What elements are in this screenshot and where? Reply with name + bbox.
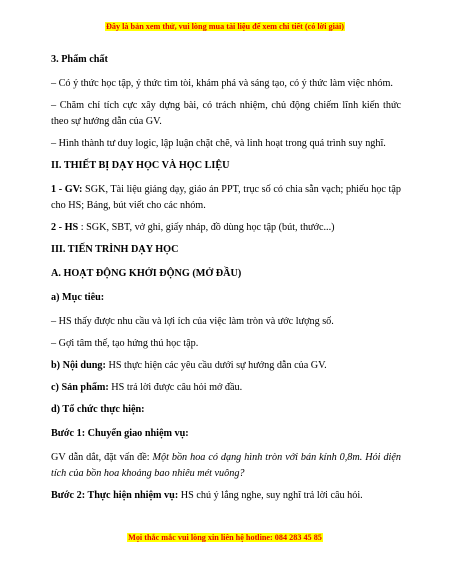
- qualities-item-1: – Có ý thức học tập, ý thức tìm tòi, khám phá và sáng tạo, có ý thức làm việc nhóm.: [51, 78, 393, 89]
- equipment-teacher: [51, 182, 401, 214]
- hotline-banner: [0, 533, 450, 542]
- content-line: [51, 358, 401, 374]
- product-text: HS trả lời được câu hỏi mở đầu.: [108, 382, 243, 393]
- equipment-teacher-label: 1 - GV:: [51, 184, 83, 195]
- step1-heading: Bước 1: Chuyển giao nhiệm vụ:: [51, 428, 189, 439]
- equipment-student: [51, 220, 401, 236]
- preview-banner-text: Đây là bản xem thử, vui lòng mua tài liệu để xem chi tiết (có lời giải): [105, 22, 344, 31]
- organization-heading: d) Tổ chức thực hiện:: [51, 404, 145, 415]
- qualities-item-2: – Chăm chỉ tích cực xây dựng bài, có trách nhiệm, chủ động chiếm lĩnh kiến thức theo sự hướng dẫn của GV.: [51, 100, 401, 127]
- preview-banner: [0, 22, 450, 31]
- product-label: c) Sản phẩm:: [51, 382, 109, 393]
- step2-label: Bước 2: Thực hiện nhiệm vụ:: [51, 490, 179, 501]
- step1-lead: GV dẫn dắt, đặt vấn đề:: [51, 452, 153, 463]
- section-process-title: III. TIẾN TRÌNH DẠY HỌC: [51, 244, 179, 255]
- step2-text: HS chú ý lắng nghe, suy nghĩ trả lời câu hỏi.: [178, 490, 363, 501]
- content-label: b) Nội dung:: [51, 360, 106, 371]
- content-text: HS thực hiện các yêu cầu dưới sự hướng dẫn của GV.: [105, 360, 327, 371]
- goal-heading: a) Mục tiêu:: [51, 292, 105, 303]
- equipment-teacher-text: SGK, Tài liệu giảng dạy, giáo án PPT, trục số có chia sẵn vạch; phiếu học tập cho HS; Bảng, bút viết cho các nhóm.: [51, 184, 402, 211]
- goal-item-1: – HS thấy được nhu cầu và lợi ích của việc làm tròn và ước lượng số.: [51, 316, 334, 327]
- activity-a-title: A. HOẠT ĐỘNG KHỞI ĐỘNG (MỞ ĐẦU): [51, 268, 242, 279]
- product-line: [51, 380, 401, 396]
- hotline-banner-text: Mọi thắc mắc vui lòng xin liên hệ hotline: 084 283 45 85: [128, 533, 322, 542]
- equipment-student-text: : SGK, SBT, vở ghi, giấy nháp, đồ dùng học tập (bút, thước...): [78, 222, 335, 233]
- document-body: [51, 52, 401, 510]
- qualities-item-3: – Hình thành tư duy logic, lập luận chặt chẽ, và linh hoạt trong quá trình suy nghĩ.: [51, 138, 386, 149]
- goal-item-2: – Gợi tâm thế, tạo hứng thú học tập.: [51, 338, 199, 349]
- step2-line: [51, 488, 401, 504]
- section-qualities-title: 3. Phẩm chất: [51, 54, 108, 65]
- step1-question-text: Một bồn hoa có dạng hình tròn với bán kính 0,8m. Hỏi diện tích của bồn hoa khoảng bao nhiêu mét vuông?: [51, 452, 401, 479]
- equipment-student-label: 2 - HS: [51, 222, 79, 233]
- step1-question: [51, 450, 401, 482]
- section-equipment-title: II. THIẾT BỊ DẠY HỌC VÀ HỌC LIỆU: [51, 160, 230, 171]
